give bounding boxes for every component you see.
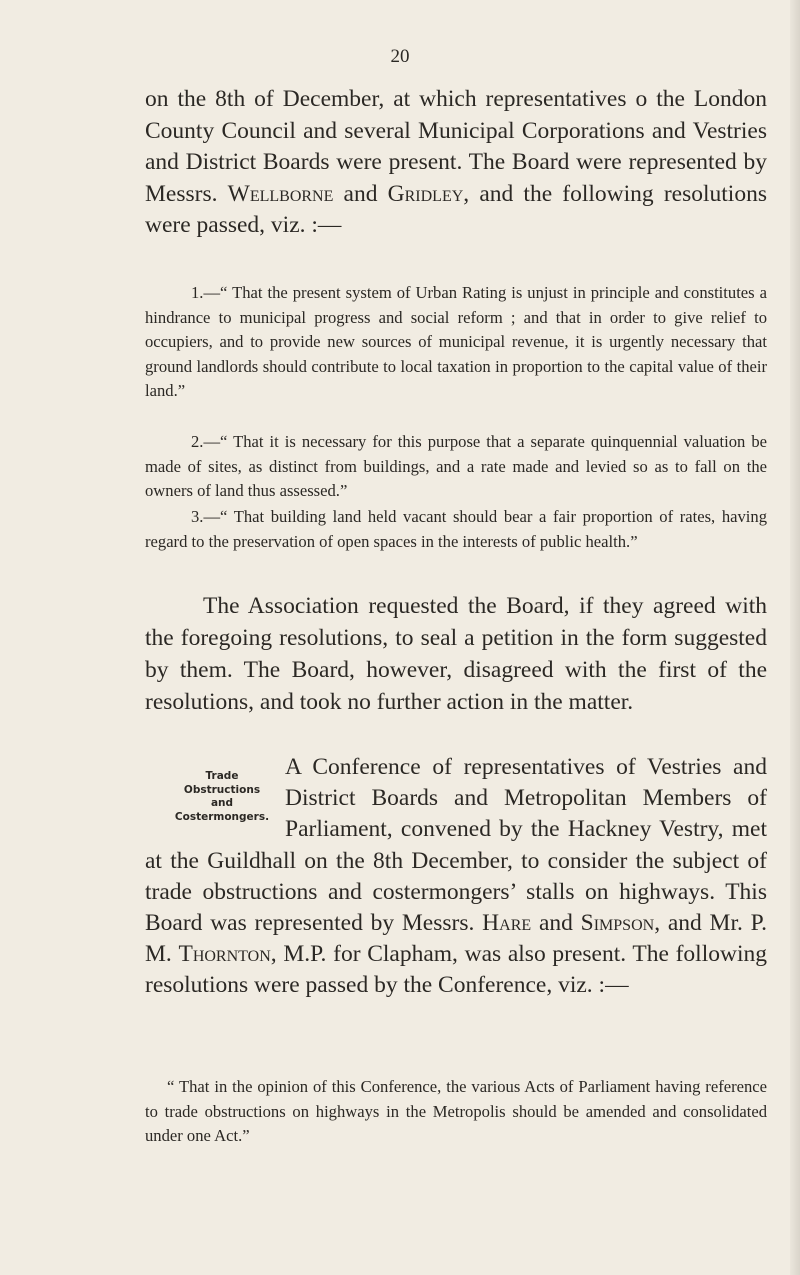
margin-note-line: Obstructions — [183, 783, 261, 796]
page-edge-shadow — [790, 0, 800, 1275]
margin-note-line: Costermongers. — [174, 810, 270, 823]
conference-text: A Conference of representatives of Vestries and District Boards and Metropolitan Members of Parliament, convened by the Hackney Vestry, met at the Guildhall on the 8th December, to consider the subject of trade obstructions and costermongers’ stalls on highways. This Board was represented by Messrs. — [145, 754, 767, 937]
intro-paragraph — [145, 84, 767, 242]
page-number: 20 — [390, 46, 410, 67]
name-simpson: Simpson — [580, 910, 655, 937]
intro-text-end: , and the following resolutions were passed, viz. :— — [145, 180, 767, 238]
conference-text-end: , M.P. for Clapham, was also present. The following resolutions were passed by the Conference, viz. :— — [145, 941, 767, 999]
conference-text-mid: , and Mr. P. M. — [145, 910, 767, 968]
name-wellborne: Wellborne — [227, 180, 334, 207]
conference-paragraph — [145, 752, 767, 1002]
final-quote: “ That in the opinion of this Conference, the various Acts of Parliament having reference to trade obstructions on highways in the Metropolis should be amended and consolidated under one Act.” — [145, 1077, 767, 1145]
name-gridley: Gridley — [387, 180, 464, 207]
intro-text: on the 8th of December, at which representatives o the London County Council and several Municipal Corporations and Vestries and District Boards were present. The Board were represented by Messrs. — [145, 86, 767, 207]
name-thornton: Thornton — [178, 941, 271, 968]
conference-and: and — [531, 910, 581, 937]
resolution-3: 3.—“ That building land held vacant should bear a fair proportion of rates, having regard to the preservation of open spaces in the interests of public health.” — [145, 507, 767, 551]
resolution-1: 1.—“ That the present system of Urban Rating is unjust in principle and constitutes a hindrance to municipal progress and social reform ; and that in order to give relief to occupiers, and to provide new sources of municipal revenue, it is urgently necessary that ground landlords should contribute to local taxation in proportion to the capital value of their land.” — [145, 283, 767, 400]
margin-note-line: and — [210, 797, 234, 809]
name-hare: Hare — [482, 910, 532, 937]
association-paragraph: The Association requested the Board, if they agreed with the foregoing resolutions, to seal a petition in the form suggested by them. The Board, however, disagreed with the first of the resolutions, and took no further action in the matter. — [145, 593, 767, 715]
intro-and: and — [333, 180, 388, 207]
resolution-2: 2.—“ That it is necessary for this purpose that a separate quinquennial valuation be made of sites, as distinct from buildings, and a rate made and levied so as to fall on the owners of land thus assessed.” — [145, 432, 767, 500]
margin-note-line: Trade — [205, 770, 239, 782]
